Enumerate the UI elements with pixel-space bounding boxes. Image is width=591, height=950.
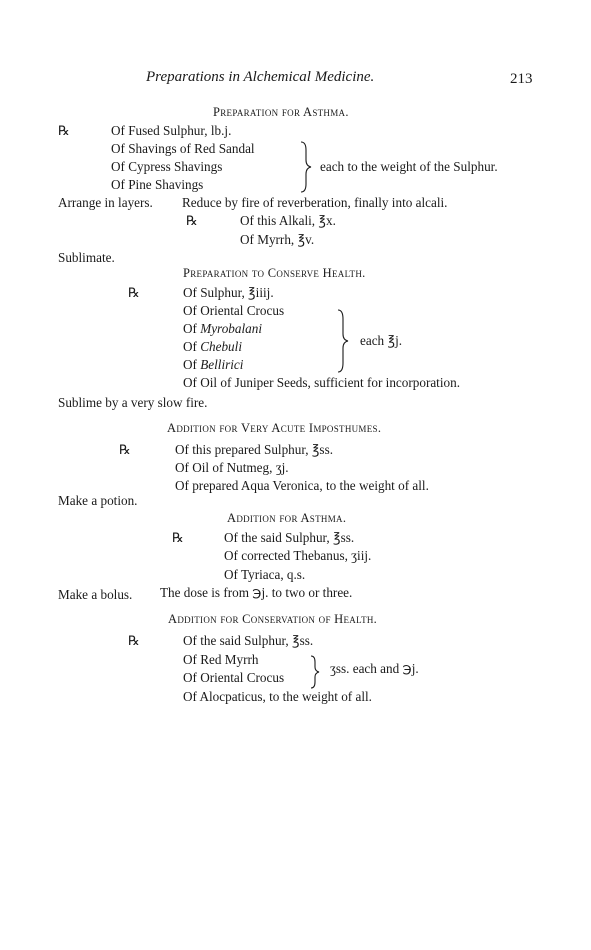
recipe-line: Of corrected Thebanus, ʒiij. xyxy=(224,548,372,563)
page-number: 213 xyxy=(510,71,533,87)
directions-text: Reduce by fire of reverberation, finally into alcali. xyxy=(182,195,448,210)
recipe-symbol: ℞ xyxy=(119,442,131,457)
recipe-line: Of Shavings of Red Sandal xyxy=(111,141,255,156)
directions-text: Arrange in layers. xyxy=(58,195,153,210)
recipe-symbol: ℞ xyxy=(58,123,70,138)
recipe-line: Of Sulphur, ℥iiij. xyxy=(183,285,274,300)
recipe-symbol: ℞ xyxy=(172,530,184,545)
recipe-line: Of Chebuli xyxy=(183,339,242,354)
recipe-line: Of Myrrh, ℥v. xyxy=(240,232,315,247)
recipe-symbol: ℞ xyxy=(128,633,140,648)
brace-note: each to the weight of the Sulphur. xyxy=(320,159,498,174)
recipe-line: Of Oil of Nutmeg, ʒj. xyxy=(175,460,289,475)
italic-ingredient: Bellirici xyxy=(200,357,244,372)
recipe-line: Of Bellirici xyxy=(183,357,244,372)
directions-text: The dose is from ℈j. to two or three. xyxy=(160,585,353,600)
recipe-line: Of Oil of Juniper Seeds, sufficient for incorporation. xyxy=(183,375,460,390)
brace-note: each ℥j. xyxy=(360,333,403,348)
recipe-line: Of Pine Shavings xyxy=(111,177,204,192)
curly-brace xyxy=(335,308,351,374)
recipe-line: Of Oriental Crocus xyxy=(183,303,285,318)
recipe-symbol: ℞ xyxy=(128,285,140,300)
curly-brace xyxy=(298,140,314,194)
recipe-line: Of Red Myrrh xyxy=(183,652,259,667)
brace-note: ʒss. each and ℈j. xyxy=(330,661,419,676)
recipe-line: Of Oriental Crocus xyxy=(183,670,285,685)
section-heading: Preparation to Conserve Health. xyxy=(183,266,366,280)
recipe-line: Of Cypress Shavings xyxy=(111,159,223,174)
curly-brace xyxy=(308,654,322,690)
recipe-line: Of the said Sulphur, ℥ss. xyxy=(183,633,314,648)
directions-text: Sublime by a very slow fire. xyxy=(58,395,208,410)
recipe-line: Of Tyriaca, q.s. xyxy=(224,567,306,582)
directions-text: Make a potion. xyxy=(58,493,138,508)
section-heading: Preparation for Asthma. xyxy=(213,105,349,119)
section-heading: Addition for Conservation of Health. xyxy=(168,612,378,626)
recipe-line: Of the said Sulphur, ℥ss. xyxy=(224,530,355,545)
directions-text: Sublimate. xyxy=(58,250,115,265)
recipe-line: Of this prepared Sulphur, ℥ss. xyxy=(175,442,333,457)
directions-text: Make a bolus. xyxy=(58,587,133,602)
recipe-symbol: ℞ xyxy=(186,213,198,228)
italic-ingredient: Chebuli xyxy=(200,339,242,354)
recipe-line: Of Fused Sulphur, lb.j. xyxy=(111,123,232,138)
recipe-line: Of Alocpaticus, to the weight of all. xyxy=(183,689,372,704)
running-header-title: Preparations in Alchemical Medicine. xyxy=(146,69,375,85)
recipe-line: Of Myrobalani xyxy=(183,321,262,336)
section-heading: Addition for Very Acute Imposthumes. xyxy=(167,421,382,435)
italic-ingredient: Myrobalani xyxy=(200,321,262,336)
recipe-line: Of prepared Aqua Veronica, to the weight of all. xyxy=(175,478,429,493)
recipe-line: Of this Alkali, ℥x. xyxy=(240,213,336,228)
section-heading: Addition for Asthma. xyxy=(227,511,347,525)
